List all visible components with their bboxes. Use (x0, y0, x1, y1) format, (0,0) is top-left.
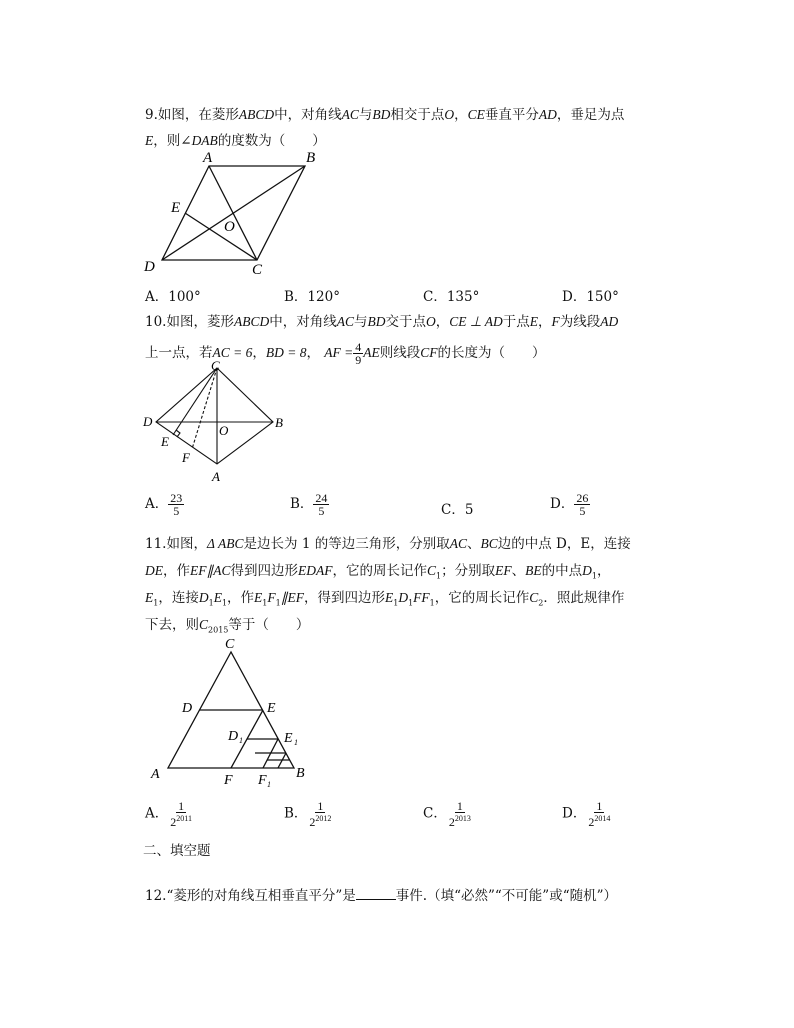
segment-ce (185, 213, 257, 260)
q11-figure (145, 632, 320, 792)
q11-line3: $E_1$，连接$D_1E_1$，作$E_1F_1\parallel EF$，得到四边形$E_1D_1FF_1$，它的周长记作$C_2$．照此规律作 (145, 590, 625, 608)
q10-option-c[interactable]: C．5 (441, 502, 474, 518)
label-e1: E (284, 731, 293, 746)
label-d: D (182, 701, 193, 716)
label-e: E (171, 200, 181, 216)
q9-figure (140, 148, 330, 276)
label-f: F (182, 450, 190, 465)
label-d: D (143, 414, 153, 429)
label-a: A (151, 767, 160, 782)
label-d1-sub: 1 (239, 736, 243, 745)
q11-line4: 下去，则$C_{2015}$等于（ ） (145, 617, 310, 635)
label-d1: D (228, 729, 239, 744)
q12-answer-blank[interactable] (356, 887, 396, 900)
rhombus-abcd (156, 368, 273, 464)
q11-line2: DE，作EF∥AC得到四边形EDAF，它的周长记作$C_1$；分别取EF、BE的中点$D_1$， (145, 563, 611, 581)
q10-option-d[interactable]: D． $\frac{26}{5}$ (550, 491, 589, 518)
label-c: C (225, 637, 235, 652)
q10-line1: 10.如图，菱形ABCD中，对角线AC与BD交于点O，CE ⊥ AD于点E，F为线段AD (145, 314, 619, 330)
q9-line1: 9.如图，在菱形ABCD中，对角线AC与BD相交于点O，CE垂直平分AD，垂足为点 (145, 107, 625, 123)
label-e1-sub: 1 (294, 738, 298, 747)
q11-option-b[interactable]: B． $\frac{1}{2^{2012}}$ (284, 799, 332, 829)
label-e: E (161, 434, 169, 449)
q9-line2: E，则∠DAB的度数为（ ） (145, 133, 326, 149)
q9-option-c[interactable]: C．135° (423, 289, 480, 305)
q9-option-a[interactable]: A．100° (145, 289, 201, 305)
label-b: B (275, 415, 283, 430)
label-d: D (144, 259, 155, 275)
label-f1-sub: 1 (267, 780, 271, 789)
q11-option-d[interactable]: D． $\frac{1}{2^{2014}}$ (562, 799, 611, 829)
diagonal-bd (162, 166, 305, 260)
label-e: E (267, 701, 276, 716)
label-f1: F (258, 773, 267, 788)
q9-option-b[interactable]: B．120° (284, 289, 340, 305)
label-o: O (224, 219, 235, 235)
q11-option-a[interactable]: A． $\frac{1}{2^{2011}}$ (145, 799, 192, 829)
q10-option-a[interactable]: A． $\frac{23}{5}$ (145, 491, 183, 518)
q10-line2: 上一点，若AC = 6，BD = 8， AF = $\frac{4}{9}$ AE则线段CF的长度为（ ） (145, 340, 546, 367)
label-a: A (203, 150, 213, 166)
label-b: B (306, 150, 316, 166)
segment-cf (192, 368, 217, 449)
q10-fraction: $\frac{4}{9}$ (355, 340, 362, 367)
label-b: B (296, 766, 305, 781)
label-c: C (211, 358, 220, 373)
label-a: A (212, 469, 220, 484)
q10-figure (140, 358, 300, 486)
q11-line1: 11.如图，Δ ABC是边长为 1 的等边三角形，分别取AC、BC边的中点 D，E，连接 (145, 536, 631, 552)
q12-line1: 12.“菱形的对角线互相垂直平分”是 事件.（填“必然”“不可能”或“随机”） (145, 888, 617, 904)
label-c: C (252, 262, 263, 276)
label-o: O (219, 423, 229, 438)
q10-option-b[interactable]: B． $\frac{24}{5}$ (290, 491, 328, 518)
label-f: F (224, 773, 233, 788)
q9-option-d[interactable]: D．150° (562, 289, 619, 305)
section-title: 二、填空题 (143, 843, 211, 859)
q11-option-c[interactable]: C． $\frac{1}{2^{2013}}$ (423, 799, 471, 829)
